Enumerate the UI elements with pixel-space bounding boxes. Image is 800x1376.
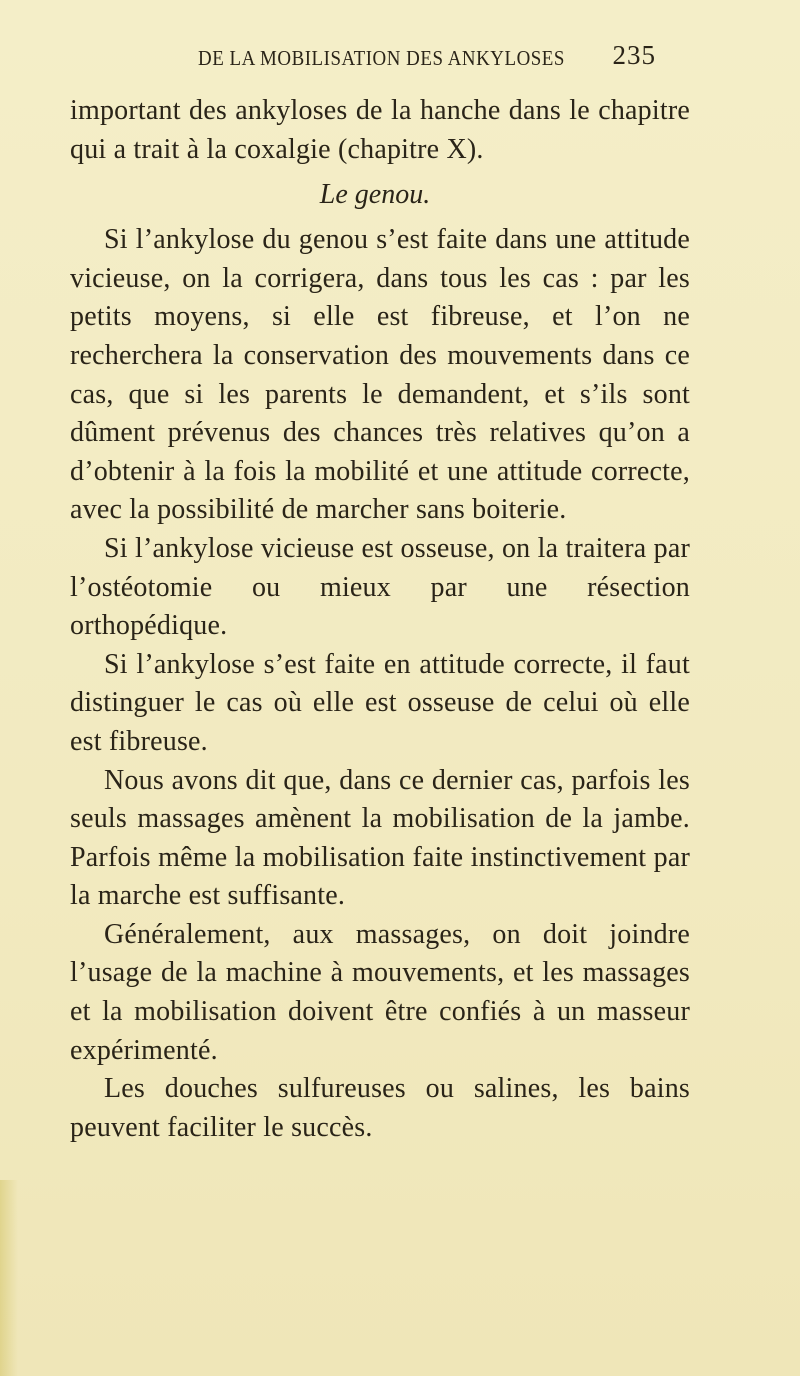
paragraph-vicious-attitude: Si l’ankylose du genou s’est faite dans une attitude vicieuse, on la corrigera, dans tous les cas : par les petits moyens, si elle est fibreuse, et l’on ne recherchera la conservation des mouvements dans ce cas, que si les parents le demandent, et s’ils sont dûment prévenus des chances très relatives qu’on a d’obtenir à la fois la mobilité et une attitude correcte, avec la possibilité de marcher sans boiterie. xyxy=(70,224,690,526)
page-number: 235 xyxy=(612,40,656,70)
paragraph-osseous-ankylosis: Si l’ankylose vicieuse est osseuse, on la traitera par l’ostéotomie ou mieux par une résection orthopédique. xyxy=(70,532,690,642)
paragraph-continuation: important des ankyloses de la hanche dans le chapitre qui a trait à la coxalgie (chapitre X). xyxy=(70,95,690,165)
paragraph-massages: Nous avons dit que, dans ce dernier cas, parfois les seuls massages amènent la mobilisation de la jambe. Parfois même la mobilisation faite instinctivement par la marche est suffisante. xyxy=(70,764,690,912)
running-title: DE LA MOBILISATION DES ANKYLOSES xyxy=(198,46,565,70)
body-text xyxy=(70,92,690,1147)
margin-stain xyxy=(0,1180,18,1376)
section-heading: Le genou. xyxy=(319,179,431,211)
paragraph-douches: Les douches sulfureuses ou salines, les bains peuvent faciliter le succès. xyxy=(70,1073,690,1143)
running-header xyxy=(198,46,678,71)
paragraph-machine: Généralement, aux massages, on doit joindre l’usage de la machine à mouvements, et les massages et la mobilisation doivent être confiés à un masseur expérimenté. xyxy=(70,918,690,1066)
paragraph-correct-attitude: Si l’ankylose s’est faite en attitude correcte, il faut distinguer le cas où elle est osseuse de celui où elle est fibreuse. xyxy=(70,648,690,757)
